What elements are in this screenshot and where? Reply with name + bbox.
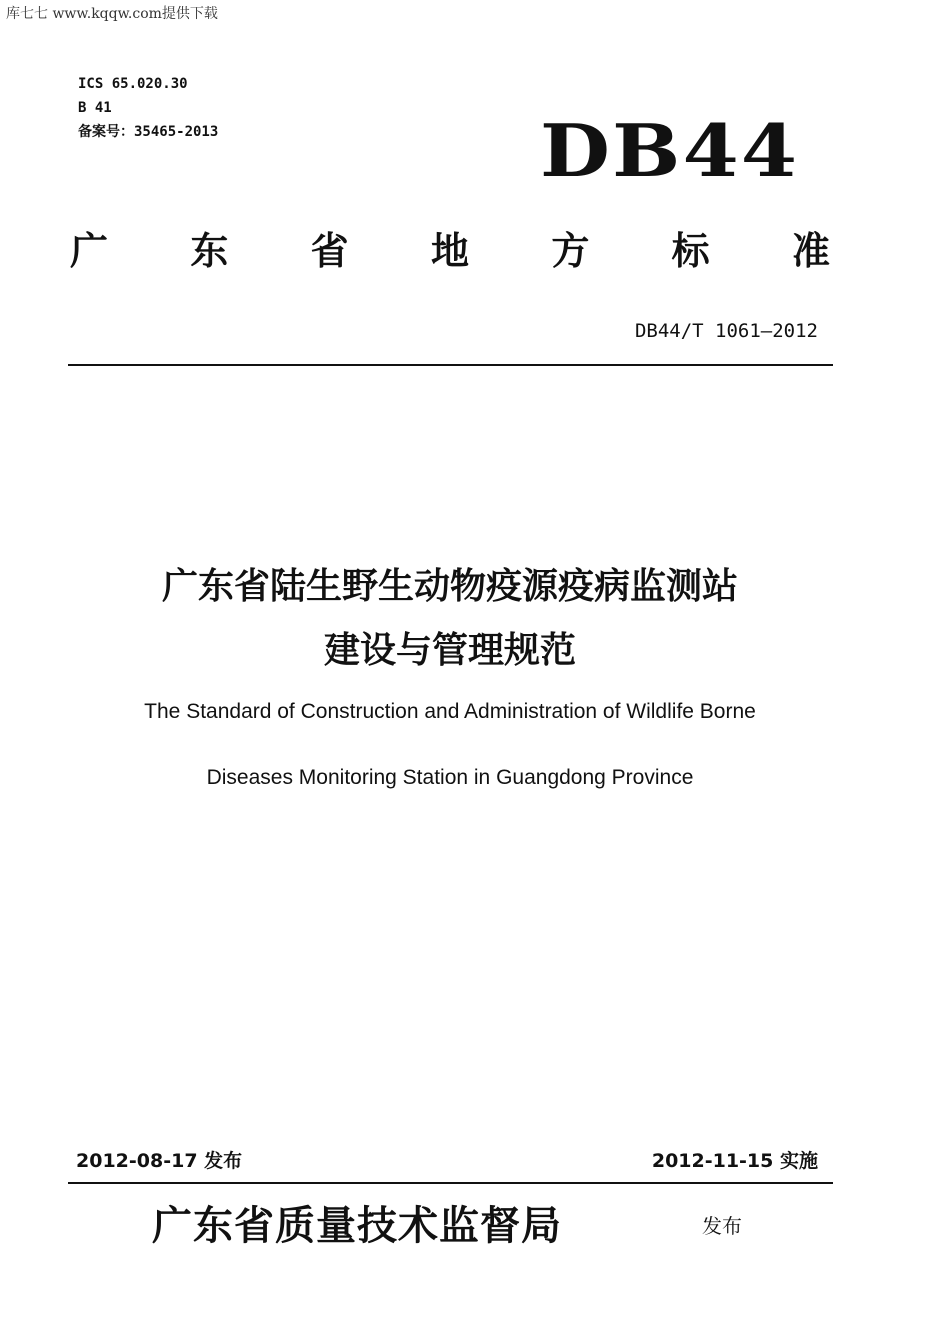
standard-type-char: 方 bbox=[551, 229, 590, 273]
chinese-title-line-2: 建设与管理规范 bbox=[323, 630, 576, 671]
filing-number: 备案号：35465-2013 bbox=[78, 124, 219, 140]
meta-block bbox=[78, 72, 218, 144]
standard-type-char: 东 bbox=[190, 229, 229, 273]
chinese-title-line-1: 广东省陆生野生动物疫源疫病监测站 bbox=[161, 566, 738, 607]
standard-type-char: 省 bbox=[310, 229, 349, 273]
standard-type-char: 广 bbox=[70, 229, 109, 273]
english-title-line-1: The Standard of Construction and Administration of Wildlife Borne bbox=[144, 700, 756, 723]
release-date: 2012-08-17 发布 bbox=[76, 1150, 243, 1172]
db-code-logo: DB44 bbox=[540, 108, 800, 193]
standard-type-char: 地 bbox=[430, 229, 469, 273]
standard-number: DB44/T 1061—2012 bbox=[634, 320, 818, 342]
standard-type-char: 准 bbox=[791, 229, 830, 273]
top-divider bbox=[68, 364, 833, 366]
standard-type-title bbox=[70, 220, 830, 275]
english-title-line-2: Diseases Monitoring Station in Guangdong Province bbox=[206, 766, 694, 789]
classification-code: B 41 bbox=[78, 100, 112, 116]
implementation-date: 2012-11-15 实施 bbox=[651, 1150, 818, 1172]
ics-code: ICS 65.020.30 bbox=[78, 76, 188, 92]
watermark-text: 库七七 www.kqqw.com提供下载 bbox=[6, 6, 218, 22]
publisher-name: 广东省质量技术监督局 bbox=[152, 1202, 562, 1249]
publisher-suffix: 发布 bbox=[702, 1214, 742, 1238]
standard-type-char: 标 bbox=[671, 229, 710, 273]
bottom-divider bbox=[68, 1182, 833, 1184]
